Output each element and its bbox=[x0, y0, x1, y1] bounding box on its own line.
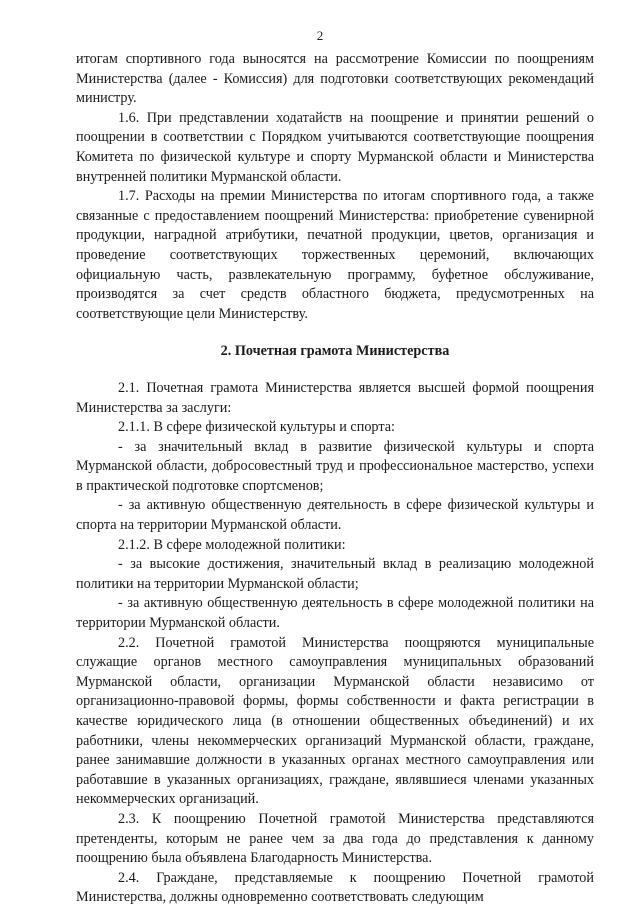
paragraph-continuation: итогам спортивного года выносятся на рассмотрение Комиссии по поощрениям Министерства (далее - Комиссия) для подготовки соответствующих рекомендаций министру. bbox=[76, 51, 594, 107]
section-heading: 2. Почетная грамота Министерства bbox=[220, 343, 450, 360]
paragraph-2-1: 2.1. Почетная грамота Министерства является высшей формой поощрения Министерства за заслуги: bbox=[76, 379, 594, 416]
paragraph-2-3: 2.3. К поощрению Почетной грамотой Министерства представляются претенденты, которым не ранее чем за два года до представления к данному поощрению была объявлена Благодарность Министерства. bbox=[76, 810, 594, 867]
paragraph-2-1-1: 2.1.1. В сфере физической культуры и спорта: bbox=[118, 419, 395, 436]
paragraph-2-4: 2.4. Граждане, представляемые к поощрению Почетной грамотой Министерства, должны одновременно соответствовать следующим bbox=[76, 869, 594, 906]
list-item: - за активную общественную деятельность в сфере физической культуры и спорта на территории Мурманской области. bbox=[76, 497, 594, 534]
list-item: - за значительный вклад в развитие физической культуры и спорта Мурманской области, добросовестный труд и профессиональное мастерство, успехи в практической подготовке спортсменов; bbox=[76, 438, 594, 494]
paragraph-1-6: 1.6. При представлении ходатайств на поощрение и принятии решений о поощрении в соответствии с Порядком учитываются соответствующие поощрения Комитета по физической культуре и спорту Мурманской области и Министерства внутренней политики Мурманской области. bbox=[76, 109, 594, 185]
list-item: - за активную общественную деятельность в сфере молодежной политики на территории Мурманской области. bbox=[76, 595, 594, 632]
paragraph-1-7: 1.7. Расходы на премии Министерства по итогам спортивного года, а также связанные с предоставлением поощрений Министерства: приобретение сувенирной продукции, наградной атрибутики, печатной продукции, цветов, организация и проведение соответствующих торжественных церемоний, включающих официальную часть, развлекательную программу, буфетное обслуживание, производятся за счет средств областного бюджета, предусмотренных на соответствующие цели Министерству. bbox=[76, 188, 594, 322]
page-number: 2 bbox=[316, 28, 324, 43]
paragraph-2-1-2: 2.1.2. В сфере молодежной политики: bbox=[118, 536, 346, 553]
document-body bbox=[76, 50, 594, 908]
paragraph-2-2: 2.2. Почетной грамотой Министерства поощряются муниципальные служащие органов местного самоуправления муниципальных образований Мурманской области, организации Мурманской области независимо от организационно-правовой формы, формы собственности и факта регистрации в качестве юридического лица (в отношении общественных объединений) и их работники, члены некоммерческих организаций Мурманской области, граждане, ранее занимавшие должности в указанных органах местного самоуправления или работавшие в указанных организациях, граждане, являвшиеся членами указанных некоммерческих организаций. bbox=[76, 634, 594, 808]
list-item: - за высокие достижения, значительный вклад в реализацию молодежной политики на территории Мурманской области; bbox=[76, 556, 594, 592]
